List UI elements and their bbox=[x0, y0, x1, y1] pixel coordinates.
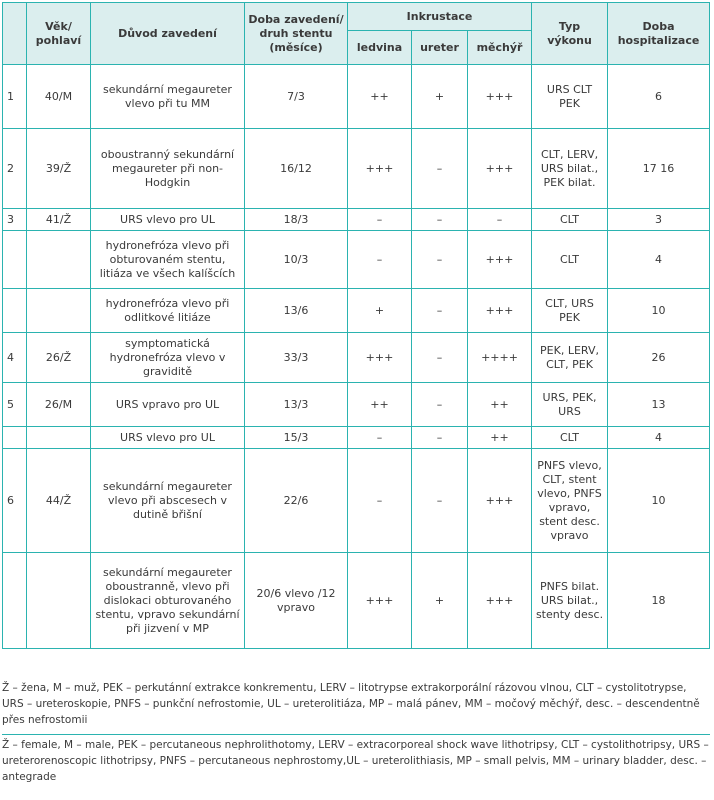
col-header-ureter: ureter bbox=[412, 31, 468, 65]
age-sex-cell: 26/Ž bbox=[27, 333, 91, 383]
incrustation-bladder-cell: ++ bbox=[468, 383, 532, 427]
table-row bbox=[3, 289, 710, 333]
reason-cell: sekundární megaureter vlevo při abscesech v dutině břišní bbox=[91, 449, 245, 553]
incrustation-kidney-cell: – bbox=[348, 427, 412, 449]
reason-cell: sekundární megaureter vlevo při tu MM bbox=[91, 65, 245, 129]
incrustation-bladder-cell: ++++ bbox=[468, 333, 532, 383]
notes-divider bbox=[2, 734, 710, 735]
incrustation-bladder-cell: – bbox=[468, 209, 532, 231]
procedure-type-cell: CLT, LERV, URS bilat., PEK bilat. bbox=[532, 129, 608, 209]
incrustation-ureter-cell: – bbox=[412, 427, 468, 449]
col-header-reason: Důvod zavedení bbox=[91, 3, 245, 65]
incrustation-ureter-cell: – bbox=[412, 231, 468, 289]
hospitalization-cell: 13 bbox=[608, 383, 710, 427]
col-header-procedure: Typ výkonu bbox=[532, 3, 608, 65]
row-number-cell: 2 bbox=[3, 129, 27, 209]
incrustation-ureter-cell: – bbox=[412, 333, 468, 383]
row-number-cell: 6 bbox=[3, 449, 27, 553]
hospitalization-cell: 10 bbox=[608, 289, 710, 333]
col-header-duration: Doba zavedení/ druh stentu (měsíce) bbox=[245, 3, 348, 65]
duration-cell: 22/6 bbox=[245, 449, 348, 553]
reason-cell: URS vlevo pro UL bbox=[91, 209, 245, 231]
incrustation-kidney-cell: – bbox=[348, 231, 412, 289]
age-sex-cell: 41/Ž bbox=[27, 209, 91, 231]
age-sex-cell: 44/Ž bbox=[27, 449, 91, 553]
hospitalization-cell: 3 bbox=[608, 209, 710, 231]
duration-cell: 15/3 bbox=[245, 427, 348, 449]
incrustation-kidney-cell: ++ bbox=[348, 65, 412, 129]
note-czech: Ž – žena, M – muž, PEK – perkutánní extrakce konkrementu, LERV – litotrypse extrakorporální rázovou vlnou, CLT – cystolitotrypse, URS – ureteroskopie, PNFS – punkční nefrostomie, UL – ureterolitiáza, MP – malá pánev, MM – močový měchýř, desc. – descendentně přes nefrostomii bbox=[2, 682, 700, 726]
hospitalization-cell: 4 bbox=[608, 427, 710, 449]
incrustation-bladder-cell: +++ bbox=[468, 129, 532, 209]
age-sex-cell bbox=[27, 427, 91, 449]
row-number-cell: 5 bbox=[3, 383, 27, 427]
incrustation-kidney-cell: +++ bbox=[348, 553, 412, 649]
procedure-type-cell: PNFS bilat. URS bilat., stenty desc. bbox=[532, 553, 608, 649]
col-header-num bbox=[3, 3, 27, 65]
duration-cell: 18/3 bbox=[245, 209, 348, 231]
hospitalization-cell: 17 16 bbox=[608, 129, 710, 209]
col-header-hospitalization: Doba hospitalizace bbox=[608, 3, 710, 65]
hospitalization-cell: 18 bbox=[608, 553, 710, 649]
reason-cell: URS vlevo pro UL bbox=[91, 427, 245, 449]
incrustation-bladder-cell: +++ bbox=[468, 231, 532, 289]
table-row bbox=[3, 383, 710, 427]
row-number-cell: 3 bbox=[3, 209, 27, 231]
hospitalization-cell: 26 bbox=[608, 333, 710, 383]
reason-cell: sekundární megaureter oboustranně, vlevo při dislokaci obturovaného stentu, vpravo sekundární při jizvení v MP bbox=[91, 553, 245, 649]
procedure-type-cell: URS CLT PEK bbox=[532, 65, 608, 129]
reason-cell: URS vpravo pro UL bbox=[91, 383, 245, 427]
age-sex-cell bbox=[27, 553, 91, 649]
incrustation-kidney-cell: ++ bbox=[348, 383, 412, 427]
table-row bbox=[3, 427, 710, 449]
incrustation-ureter-cell: – bbox=[412, 289, 468, 333]
row-number-cell bbox=[3, 427, 27, 449]
note-english: Ž – female, M – male, PEK – percutaneous nephrolithotomy, LERV – extracorporeal shock wave lithotripsy, CLT – cystolithotripsy, URS – ureterorenoscopic lithotripsy, PNFS – percutaneous nephrostomy,UL – ureterolithiasis, MP – small pelvis, MM – urinary bladder, desc. – antegrade bbox=[2, 739, 709, 783]
table-row bbox=[3, 129, 710, 209]
incrustation-ureter-cell: – bbox=[412, 383, 468, 427]
incrustation-ureter-cell: – bbox=[412, 209, 468, 231]
age-sex-cell: 39/Ž bbox=[27, 129, 91, 209]
reason-cell: hydronefróza vlevo při odlitkové litiáze bbox=[91, 289, 245, 333]
duration-cell: 20/6 vlevo /12 vpravo bbox=[245, 553, 348, 649]
table-row bbox=[3, 231, 710, 289]
row-number-cell: 1 bbox=[3, 65, 27, 129]
table-row bbox=[3, 65, 710, 129]
procedure-type-cell: CLT bbox=[532, 209, 608, 231]
hospitalization-cell: 10 bbox=[608, 449, 710, 553]
incrustation-bladder-cell: +++ bbox=[468, 65, 532, 129]
incrustation-kidney-cell: – bbox=[348, 449, 412, 553]
results-table bbox=[2, 2, 710, 649]
duration-cell: 16/12 bbox=[245, 129, 348, 209]
reason-cell: symptomatická hydronefróza vlevo v graviditě bbox=[91, 333, 245, 383]
table-row bbox=[3, 449, 710, 553]
incrustation-ureter-cell: + bbox=[412, 65, 468, 129]
age-sex-cell: 40/M bbox=[27, 65, 91, 129]
duration-cell: 7/3 bbox=[245, 65, 348, 129]
hospitalization-cell: 6 bbox=[608, 65, 710, 129]
incrustation-bladder-cell: +++ bbox=[468, 553, 532, 649]
procedure-type-cell: CLT bbox=[532, 231, 608, 289]
duration-cell: 10/3 bbox=[245, 231, 348, 289]
row-number-cell: 4 bbox=[3, 333, 27, 383]
procedure-type-cell: CLT bbox=[532, 427, 608, 449]
col-header-kidney: ledvina bbox=[348, 31, 412, 65]
incrustation-bladder-cell: +++ bbox=[468, 449, 532, 553]
col-header-age: Věk/ pohlaví bbox=[27, 3, 91, 65]
table-row bbox=[3, 553, 710, 649]
row-number-cell bbox=[3, 289, 27, 333]
hospitalization-cell: 4 bbox=[608, 231, 710, 289]
duration-cell: 13/6 bbox=[245, 289, 348, 333]
row-number-cell bbox=[3, 231, 27, 289]
col-header-bladder: měchýř bbox=[468, 31, 532, 65]
incrustation-ureter-cell: – bbox=[412, 129, 468, 209]
duration-cell: 33/3 bbox=[245, 333, 348, 383]
table-notes bbox=[2, 680, 710, 791]
reason-cell: hydronefróza vlevo při obturovaném stentu, litiáza ve všech kalíšcích bbox=[91, 231, 245, 289]
incrustation-bladder-cell: ++ bbox=[468, 427, 532, 449]
row-number-cell bbox=[3, 553, 27, 649]
age-sex-cell bbox=[27, 289, 91, 333]
age-sex-cell bbox=[27, 231, 91, 289]
incrustation-ureter-cell: + bbox=[412, 553, 468, 649]
procedure-type-cell: PEK, LERV, CLT, PEK bbox=[532, 333, 608, 383]
table-row bbox=[3, 333, 710, 383]
incrustation-kidney-cell: +++ bbox=[348, 129, 412, 209]
table-row bbox=[3, 209, 710, 231]
age-sex-cell: 26/M bbox=[27, 383, 91, 427]
incrustation-kidney-cell: + bbox=[348, 289, 412, 333]
incrustation-bladder-cell: +++ bbox=[468, 289, 532, 333]
col-header-incrustation: Inkrustace bbox=[348, 3, 532, 31]
procedure-type-cell: CLT, URS PEK bbox=[532, 289, 608, 333]
incrustation-ureter-cell: – bbox=[412, 449, 468, 553]
incrustation-kidney-cell: – bbox=[348, 209, 412, 231]
incrustation-kidney-cell: +++ bbox=[348, 333, 412, 383]
reason-cell: oboustranný sekundární megaureter při non-Hodgkin bbox=[91, 129, 245, 209]
procedure-type-cell: URS, PEK, URS bbox=[532, 383, 608, 427]
duration-cell: 13/3 bbox=[245, 383, 348, 427]
procedure-type-cell: PNFS vlevo, CLT, stent vlevo, PNFS vpravo, stent desc. vpravo bbox=[532, 449, 608, 553]
